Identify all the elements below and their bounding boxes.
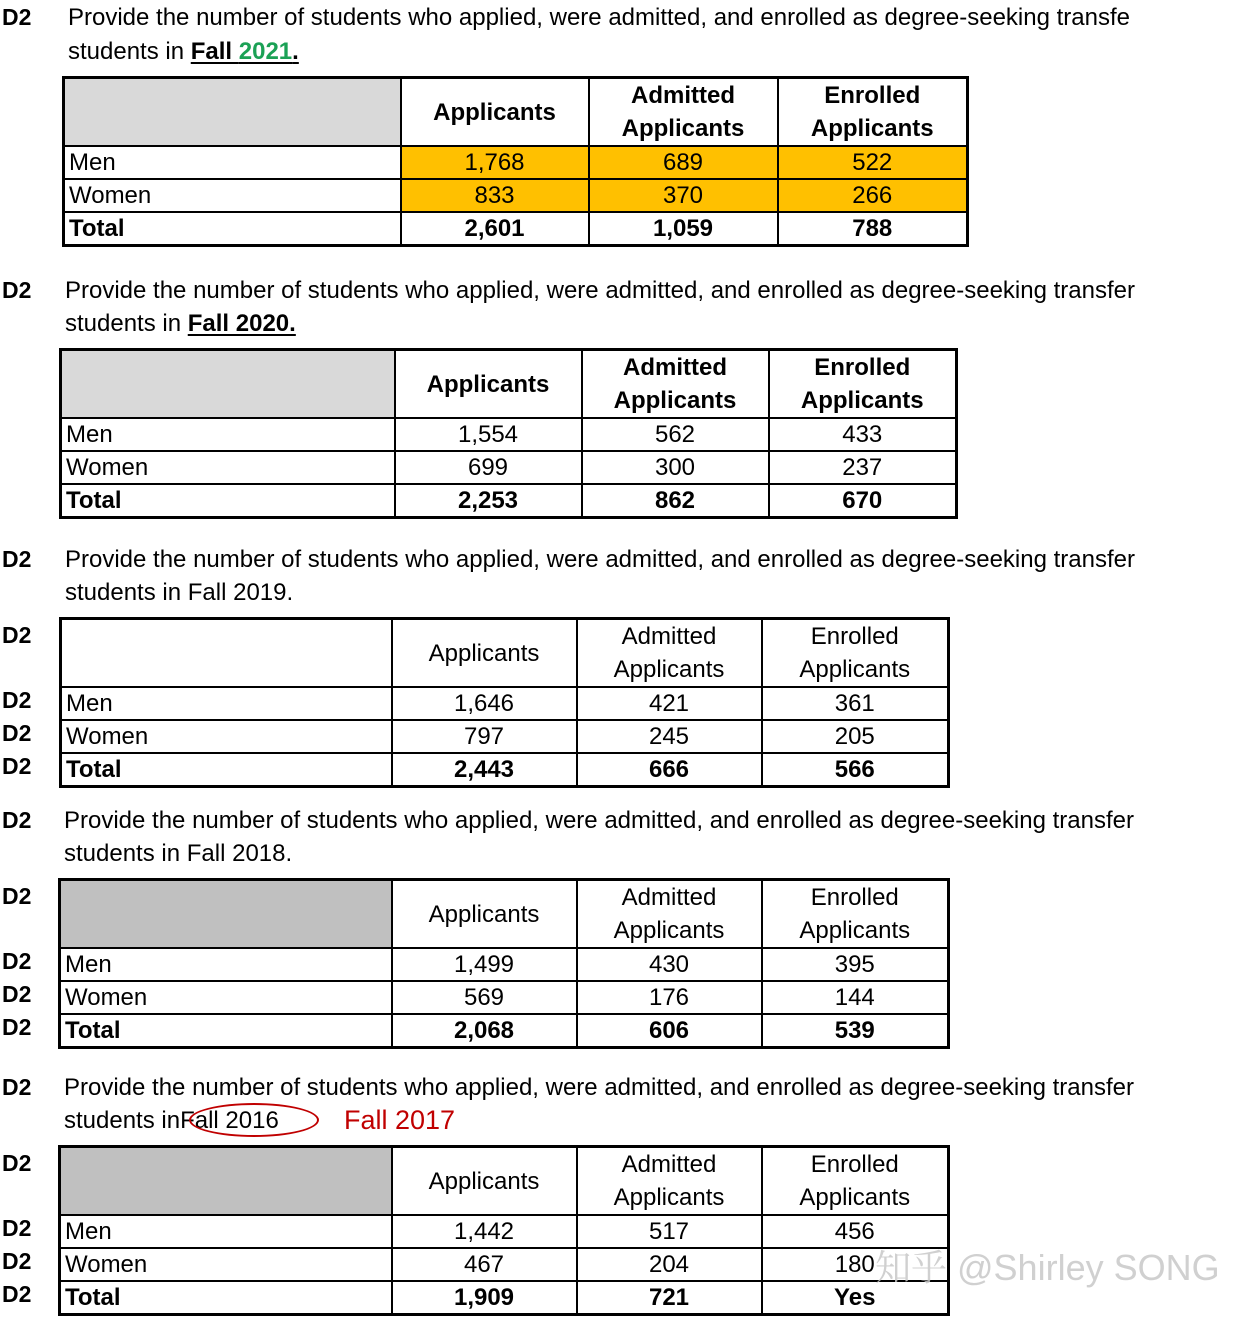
header-blank bbox=[61, 619, 392, 688]
row-label: Total bbox=[61, 753, 392, 787]
year-label: Fall 2018. bbox=[186, 840, 293, 867]
table-row bbox=[61, 418, 957, 451]
admissions-table-2020 bbox=[59, 348, 958, 519]
table-row-total bbox=[61, 753, 949, 787]
question-text: Provide the number of students who applied, were admitted, and enrolled as degree-seeking transfer bbox=[65, 546, 1135, 573]
cell-applicants: 797 bbox=[392, 720, 577, 753]
d2-code: D2 bbox=[2, 277, 32, 303]
question-text-line2 bbox=[65, 307, 296, 340]
cell-enrolled: 566 bbox=[762, 753, 949, 787]
row-label: Women bbox=[61, 720, 392, 753]
cell-applicants: 569 bbox=[392, 981, 577, 1014]
d2-code: D2 bbox=[2, 981, 32, 1007]
table-row-total bbox=[61, 484, 957, 518]
cell-admitted: 300 bbox=[582, 451, 769, 484]
row-label: Women bbox=[60, 981, 392, 1014]
question-prefix: students in bbox=[68, 38, 191, 65]
question-text-line2 bbox=[68, 35, 299, 68]
header-enrolled: Enrolled Applicants bbox=[769, 350, 957, 419]
table-row bbox=[64, 146, 968, 179]
cell-enrolled: 237 bbox=[769, 451, 957, 484]
question-prefix: students in bbox=[64, 1107, 181, 1134]
question-text: Provide the number of students who applied, were admitted, and enrolled as degree-seeking transfer bbox=[64, 807, 1134, 834]
header-admitted: Admitted Applicants bbox=[577, 619, 762, 688]
question-text bbox=[68, 1, 1130, 34]
cell-admitted: 666 bbox=[577, 753, 762, 787]
admissions-table-2017 bbox=[58, 1145, 950, 1316]
cell-enrolled: 539 bbox=[762, 1014, 949, 1048]
cell-applicants: 2,443 bbox=[392, 753, 577, 787]
row-label: Women bbox=[64, 179, 401, 212]
cell-enrolled: 456 bbox=[762, 1215, 949, 1248]
admissions-table-2018 bbox=[58, 878, 950, 1049]
cell-admitted: 421 bbox=[577, 687, 762, 720]
table-row bbox=[61, 720, 949, 753]
cell-enrolled: 788 bbox=[778, 212, 968, 246]
cell-enrolled: 433 bbox=[769, 418, 957, 451]
question-text-line2 bbox=[65, 576, 293, 609]
d2-code: D2 bbox=[2, 622, 32, 648]
row-label: Men bbox=[60, 948, 392, 981]
d2-code: D2 bbox=[2, 807, 32, 833]
header-enrolled: Enrolled Applicants bbox=[762, 880, 949, 949]
cell-admitted: 689 bbox=[589, 146, 778, 179]
header-blank bbox=[60, 880, 392, 949]
admissions-table-2021 bbox=[62, 76, 969, 247]
header-applicants: Applicants bbox=[392, 1147, 577, 1216]
header-applicants: Applicants bbox=[392, 619, 577, 688]
cell-applicants: 467 bbox=[392, 1248, 577, 1281]
table-row bbox=[64, 179, 968, 212]
header-applicants: Applicants bbox=[401, 78, 589, 147]
cell-enrolled: 395 bbox=[762, 948, 949, 981]
table-row bbox=[60, 981, 949, 1014]
header-enrolled: Enrolled Applicants bbox=[778, 78, 968, 147]
cell-admitted: 245 bbox=[577, 720, 762, 753]
cell-admitted: 430 bbox=[577, 948, 762, 981]
row-label: Total bbox=[60, 1014, 392, 1048]
cell-applicants: 1,554 bbox=[395, 418, 582, 451]
header-applicants: Applicants bbox=[395, 350, 582, 419]
table-row bbox=[60, 948, 949, 981]
cell-admitted: 517 bbox=[577, 1215, 762, 1248]
cell-applicants: 1,442 bbox=[392, 1215, 577, 1248]
header-admitted: Admitted Applicants bbox=[577, 880, 762, 949]
header-applicants: Applicants bbox=[392, 880, 577, 949]
watermark: 知乎 @Shirley SONG bbox=[875, 1247, 1220, 1288]
d2-code: D2 bbox=[2, 948, 32, 974]
d2-code: D2 bbox=[2, 1074, 32, 1100]
question-prefix: students in bbox=[65, 310, 188, 337]
correction-annotation: Fall 2017 bbox=[344, 1105, 456, 1135]
header-blank bbox=[60, 1147, 392, 1216]
d2-code: D2 bbox=[2, 546, 32, 572]
cell-applicants: 1,909 bbox=[392, 1281, 577, 1315]
cell-admitted: 370 bbox=[589, 179, 778, 212]
header-admitted: Admitted Applicants bbox=[589, 78, 778, 147]
cell-enrolled: 205 bbox=[762, 720, 949, 753]
cell-applicants: 833 bbox=[401, 179, 589, 212]
d2-code: D2 bbox=[2, 4, 32, 30]
cell-enrolled: Yes bbox=[762, 1281, 949, 1315]
d2-code: D2 bbox=[2, 1248, 32, 1274]
question-line: Provide the number of students who applied, were admitted, and enrolled as degree-seeking transfe bbox=[68, 4, 1130, 31]
header-blank bbox=[64, 78, 401, 147]
row-label: Men bbox=[64, 146, 401, 179]
cell-applicants: 1,499 bbox=[392, 948, 577, 981]
question-prefix: students in bbox=[64, 840, 187, 867]
d2-code: D2 bbox=[2, 1215, 32, 1241]
table-row bbox=[61, 687, 949, 720]
header-blank bbox=[61, 350, 395, 419]
cell-applicants: 2,253 bbox=[395, 484, 582, 518]
cell-enrolled: 144 bbox=[762, 981, 949, 1014]
cell-admitted: 721 bbox=[577, 1281, 762, 1315]
d2-code: D2 bbox=[2, 1281, 32, 1307]
row-label: Women bbox=[60, 1248, 392, 1281]
cell-applicants: 2,601 bbox=[401, 212, 589, 246]
row-label: Women bbox=[61, 451, 395, 484]
d2-code: D2 bbox=[2, 1014, 32, 1040]
cell-admitted: 562 bbox=[582, 418, 769, 451]
row-label: Total bbox=[61, 484, 395, 518]
table-row bbox=[61, 451, 957, 484]
row-label: Total bbox=[64, 212, 401, 246]
cell-admitted: 176 bbox=[577, 981, 762, 1014]
red-circle-annotation bbox=[189, 1103, 319, 1137]
cell-applicants: 699 bbox=[395, 451, 582, 484]
row-label: Men bbox=[60, 1215, 392, 1248]
cell-admitted: 1,059 bbox=[589, 212, 778, 246]
cell-applicants: 1,646 bbox=[392, 687, 577, 720]
d2-code: D2 bbox=[2, 720, 32, 746]
cell-enrolled: 670 bbox=[769, 484, 957, 518]
d2-code: D2 bbox=[2, 883, 32, 909]
header-admitted: Admitted Applicants bbox=[582, 350, 769, 419]
row-label: Men bbox=[61, 687, 392, 720]
question-prefix: students in bbox=[65, 579, 188, 606]
cell-enrolled: 361 bbox=[762, 687, 949, 720]
year-label: Fall 2019. bbox=[187, 579, 294, 606]
d2-code: D2 bbox=[2, 687, 32, 713]
row-label: Men bbox=[61, 418, 395, 451]
cell-enrolled: 522 bbox=[778, 146, 968, 179]
row-label: Total bbox=[60, 1281, 392, 1315]
table-row-total bbox=[60, 1014, 949, 1048]
admissions-table-2019 bbox=[59, 617, 950, 788]
question-text: Provide the number of students who applied, were admitted, and enrolled as degree-seeking transfer bbox=[64, 1074, 1134, 1101]
d2-code: D2 bbox=[2, 753, 32, 779]
table-row-total bbox=[64, 212, 968, 246]
table-row-total bbox=[60, 1281, 949, 1315]
year-label: Fall 2020. bbox=[187, 310, 296, 337]
header-enrolled: Enrolled Applicants bbox=[762, 619, 949, 688]
cell-admitted: 204 bbox=[577, 1248, 762, 1281]
cell-enrolled: 266 bbox=[778, 179, 968, 212]
year-label: Fall 2016 bbox=[180, 1107, 279, 1134]
header-enrolled: Enrolled Applicants bbox=[762, 1147, 949, 1216]
cell-admitted: 606 bbox=[577, 1014, 762, 1048]
d2-code: D2 bbox=[2, 1150, 32, 1176]
cell-enrolled: 180 bbox=[762, 1248, 949, 1281]
year-label: Fall 2021. bbox=[190, 38, 299, 65]
question-text-line2 bbox=[64, 837, 292, 870]
question-text: Provide the number of students who applied, were admitted, and enrolled as degree-seeking transfer bbox=[65, 277, 1135, 304]
table-row bbox=[60, 1215, 949, 1248]
table-row bbox=[60, 1248, 949, 1281]
cell-applicants: 1,768 bbox=[401, 146, 589, 179]
header-admitted: Admitted Applicants bbox=[577, 1147, 762, 1216]
cell-applicants: 2,068 bbox=[392, 1014, 577, 1048]
cell-admitted: 862 bbox=[582, 484, 769, 518]
